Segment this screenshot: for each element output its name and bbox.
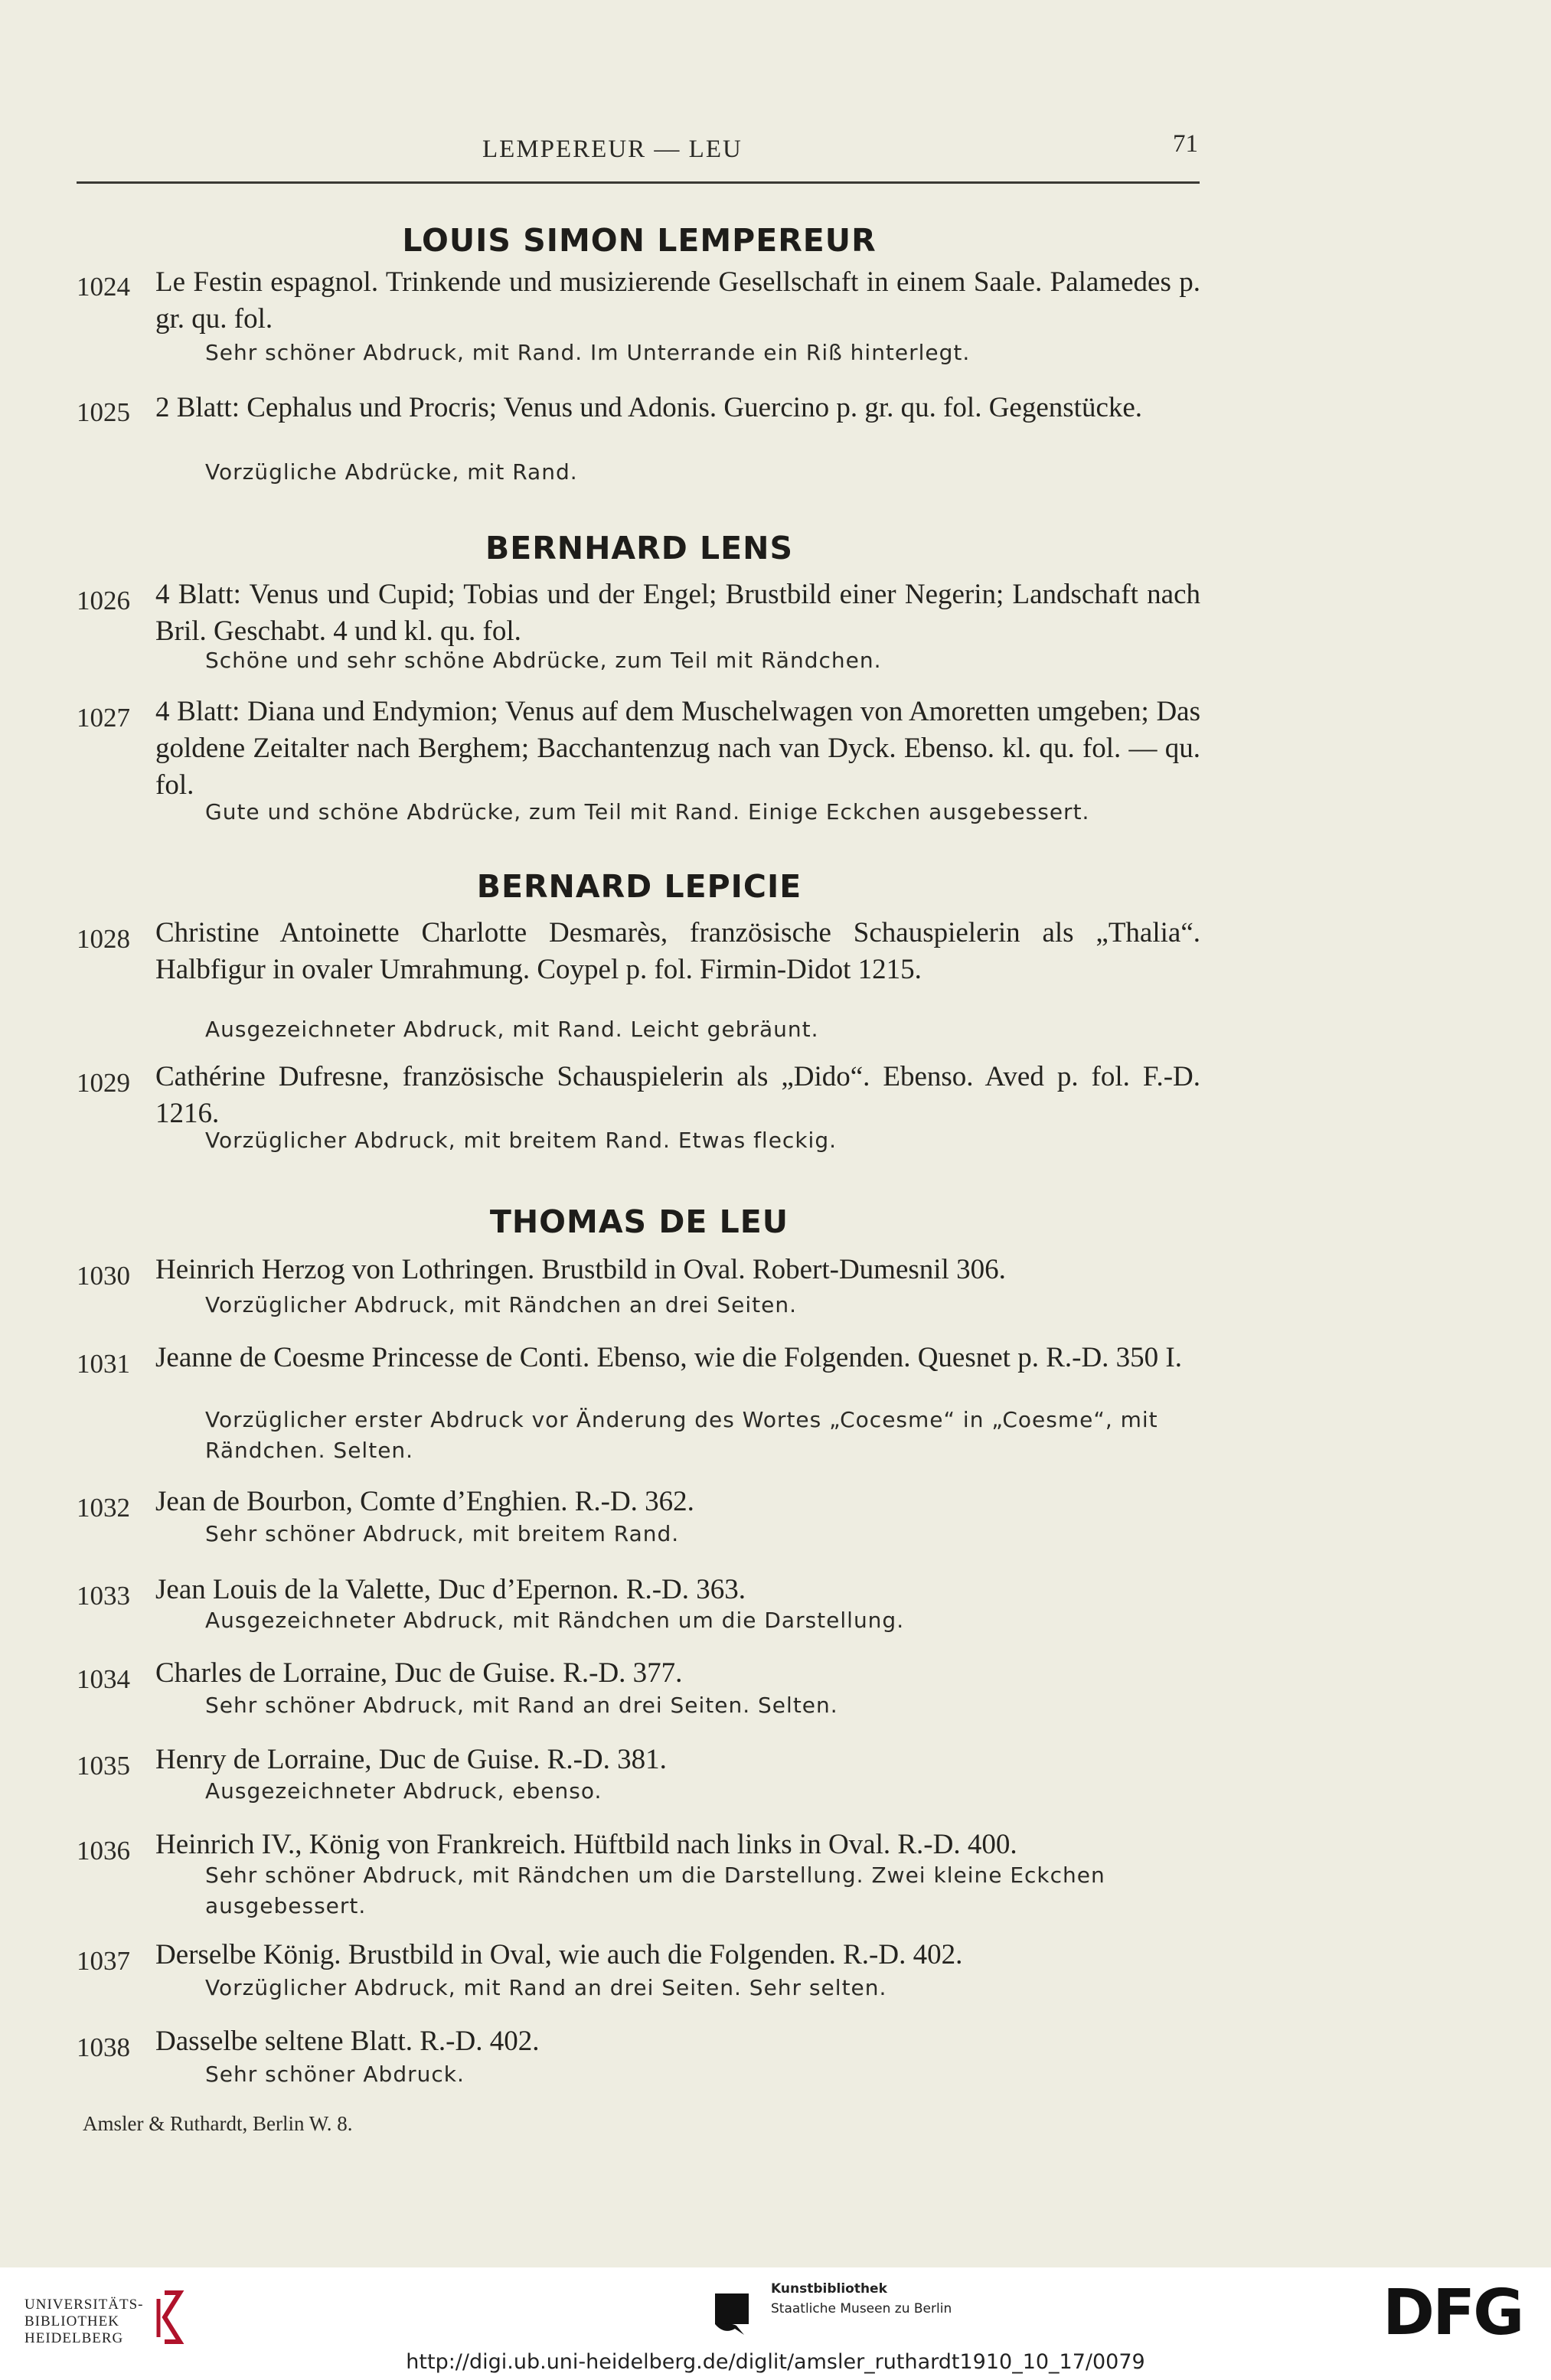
lot-description: Jeanne de Coesme Princesse de Conti. Ebenso, wie die Folgenden. Quesnet p. R.-D. 350 I.: [155, 1342, 1182, 1373]
page-number: 71: [1173, 130, 1198, 158]
lot-number: 1034: [77, 1664, 130, 1694]
lot-condition: Vorzüglicher Abdruck, mit Rand an drei Seiten. Sehr selten.: [205, 1975, 887, 2000]
lot-number: 1024: [77, 272, 130, 302]
kunstbibliothek-subtitle: Staatliche Museen zu Berlin: [771, 2301, 952, 2316]
artist-heading: THOMAS DE LEU: [489, 1203, 789, 1240]
lot-number: 1035: [77, 1751, 130, 1781]
lot-number: 1038: [77, 2032, 130, 2062]
artist-heading: BERNARD LEPICIE: [476, 868, 802, 905]
lot-condition: Vorzüglicher erster Abdruck vor Änderung des Wortes „Cocesme“ in „Coesme“, mit Rändchen. Selten.: [205, 1407, 1158, 1463]
lot-description: Charles de Lorraine, Duc de Guise. R.-D. 377.: [155, 1657, 683, 1689]
lot-description: Henry de Lorraine, Duc de Guise. R.-D. 381.: [155, 1744, 667, 1775]
header-rule: [77, 181, 1200, 184]
permalink-url[interactable]: http://digi.ub.uni-heidelberg.de/diglit/amsler_ruthardt1910_10_17/0079: [406, 2350, 1145, 2374]
lot-description: Le Festin espagnol. Trinkende und musizierende Gesellschaft in einem Saale. Palamedes p. gr. qu. fol.: [155, 266, 1200, 335]
ub-logo-line: UNIVERSITÄTS-: [24, 2297, 144, 2313]
ub-logo-mark-icon: [142, 2287, 188, 2348]
lot-condition: Vorzügliche Abdrücke, mit Rand.: [205, 459, 578, 485]
lot-description: 4 Blatt: Diana und Endymion; Venus auf dem Muschelwagen von Amoretten umgeben; Das goldene Zeitalter nach Berghem; Bacchantenzug nach van Dyck. Ebenso. kl. qu. fol. — qu. fol.: [155, 696, 1200, 801]
lot-condition: Vorzüglicher Abdruck, mit breitem Rand. Etwas fleckig.: [205, 1128, 837, 1153]
lot-condition: Sehr schöner Abdruck, mit Rand. Im Unterrande ein Riß hinterlegt.: [205, 340, 971, 365]
lot-description: Dasselbe seltene Blatt. R.-D. 402.: [155, 2026, 540, 2057]
lot-number: 1029: [77, 1068, 130, 1098]
running-head: LEMPEREUR — LEU: [482, 135, 743, 163]
digitization-footer: [0, 2267, 1551, 2380]
lot-condition: Sehr schöner Abdruck, mit Rand an drei Seiten. Selten.: [205, 1693, 838, 1718]
lot-condition: Sehr schöner Abdruck.: [205, 2062, 465, 2087]
lot-condition: Gute und schöne Abdrücke, zum Teil mit Rand. Einige Eckchen ausgebessert.: [205, 799, 1090, 824]
lot-number: 1028: [77, 924, 130, 954]
ub-heidelberg-logo: [24, 2297, 144, 2347]
lot-description: Jean Louis de la Valette, Duc d’Epernon. R.-D. 363.: [155, 1574, 746, 1605]
ub-logo-line: HEIDELBERG: [24, 2330, 124, 2346]
lot-description: Cathérine Dufresne, französische Schauspielerin als „Dido“. Ebenso. Aved p. fol. F.-D. 1216.: [155, 1061, 1200, 1129]
artist-heading: BERNHARD LENS: [485, 530, 794, 566]
lot-description: Christine Antoinette Charlotte Desmarès, französische Schauspielerin als „Thalia“. Halbfigur in ovaler Umrahmung. Coypel p. fol. Firmin-Didot 1215.: [155, 917, 1200, 985]
lot-number: 1037: [77, 1946, 130, 1976]
lot-description: 2 Blatt: Cephalus und Procris; Venus und Adonis. Guercino p. gr. qu. fol. Gegenstücke.: [155, 392, 1143, 423]
kunstbibliothek-logo-icon: [709, 2289, 755, 2338]
lot-condition: Schöne und sehr schöne Abdrücke, zum Teil mit Rändchen.: [205, 648, 882, 673]
lot-description: Heinrich IV., König von Frankreich. Hüftbild nach links in Oval. R.-D. 400.: [155, 1829, 1017, 1860]
lot-description: Jean de Bourbon, Comte d’Enghien. R.-D. 362.: [155, 1486, 694, 1517]
lot-number: 1036: [77, 1836, 130, 1866]
lot-condition: Ausgezeichneter Abdruck, ebenso.: [205, 1778, 602, 1804]
lot-number: 1031: [77, 1349, 130, 1379]
lot-description: 4 Blatt: Venus und Cupid; Tobias und der Engel; Brustbild einer Negerin; Landschaft nach Bril. Geschabt. 4 und kl. qu. fol.: [155, 579, 1200, 647]
lot-condition: Vorzüglicher Abdruck, mit Rändchen an drei Seiten.: [205, 1292, 798, 1317]
lot-condition: Sehr schöner Abdruck, mit Rändchen um die Darstellung. Zwei kleine Eckchen ausgebessert.: [205, 1863, 1105, 1918]
ub-logo-line: BIBLIOTHEK: [24, 2313, 119, 2329]
lot-number: 1025: [77, 397, 130, 427]
publisher-imprint: Amsler & Ruthardt, Berlin W. 8.: [83, 2112, 353, 2135]
lot-number: 1032: [77, 1493, 130, 1523]
kunstbibliothek-title: Kunstbibliothek: [771, 2281, 887, 2297]
lot-number: 1027: [77, 703, 130, 733]
lot-condition: Sehr schöner Abdruck, mit breitem Rand.: [205, 1521, 680, 1546]
lot-number: 1026: [77, 586, 130, 615]
lot-number: 1030: [77, 1261, 130, 1291]
lot-description: Derselbe König. Brustbild in Oval, wie auch die Folgenden. R.-D. 402.: [155, 1939, 963, 1970]
lot-condition: Ausgezeichneter Abdruck, mit Rand. Leicht gebräunt.: [205, 1017, 819, 1042]
dfg-logo: DFG: [1383, 2277, 1523, 2349]
lot-description: Heinrich Herzog von Lothringen. Brustbild in Oval. Robert-Dumesnil 306.: [155, 1254, 1006, 1285]
lot-condition: Ausgezeichneter Abdruck, mit Rändchen um die Darstellung.: [205, 1608, 905, 1633]
lot-number: 1033: [77, 1581, 130, 1611]
artist-heading: LOUIS SIMON LEMPEREUR: [402, 222, 877, 259]
